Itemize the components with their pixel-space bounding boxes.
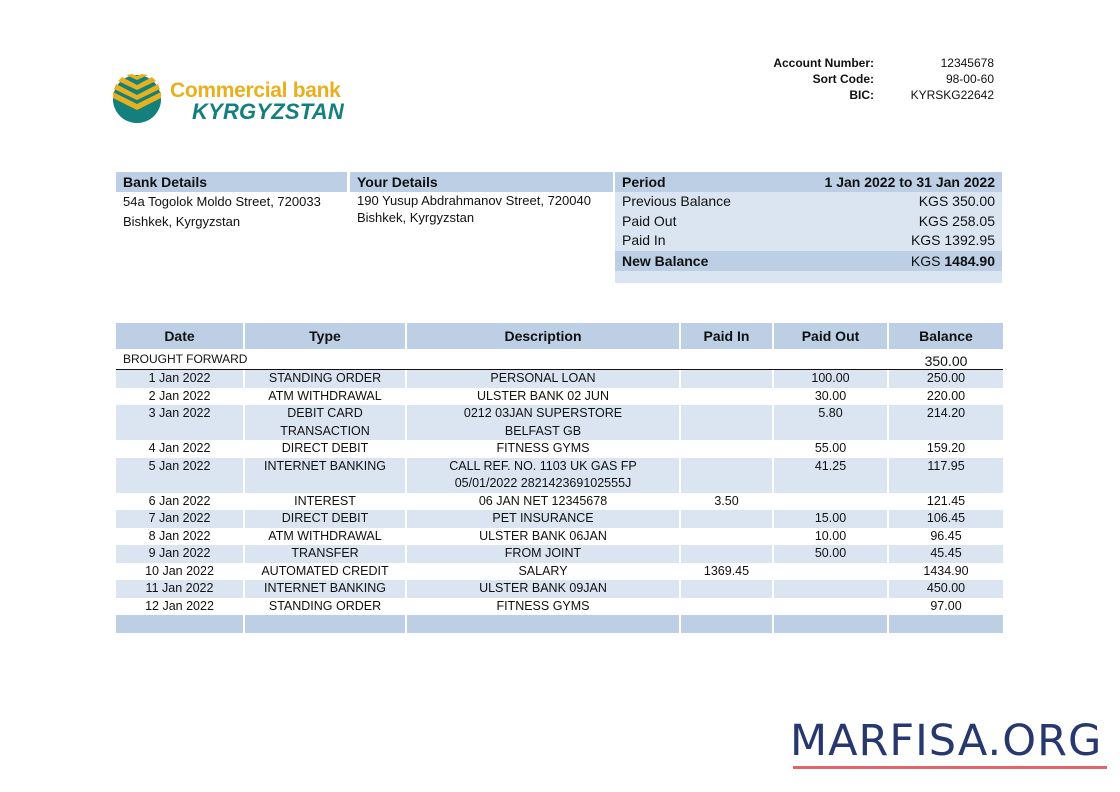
cell-date xyxy=(116,563,245,581)
cell-type-text-line2: TRANSACTION xyxy=(280,423,370,438)
transactions-table xyxy=(116,323,1003,633)
cell-type-text: STANDING ORDER xyxy=(268,371,382,385)
period-label: Period xyxy=(622,174,666,190)
header-date: Date xyxy=(116,323,245,349)
cell-description xyxy=(407,528,681,546)
cell-date-text: 6 Jan 2022 xyxy=(148,493,211,508)
logo-text-commercial-bank: Commercial bank xyxy=(170,79,341,102)
cell-date-text: 4 Jan 2022 xyxy=(148,441,211,455)
cell-balance-text: 1434.90 xyxy=(923,563,969,578)
cell-type xyxy=(245,440,407,458)
cell-description xyxy=(407,370,681,388)
cell-balance-text: 45.45 xyxy=(930,546,962,560)
cell-paid-in xyxy=(681,370,774,388)
sort-code-row xyxy=(700,72,1000,88)
bic-value: KYRSKG22642 xyxy=(910,88,994,102)
cell-type-text: INTERNET BANKING xyxy=(263,458,386,473)
cell-description-text-line2: 05/01/2022 282142369102555J xyxy=(454,476,632,490)
cell-date-text: 9 Jan 2022 xyxy=(148,546,211,560)
table-footer xyxy=(116,615,1003,633)
table-row xyxy=(116,405,1003,440)
new-balance-row xyxy=(615,251,1002,271)
header-type: Type xyxy=(245,323,407,349)
cell-date-text: 1 Jan 2022 xyxy=(148,371,211,385)
previous-balance-value: KGS 350.00 xyxy=(918,193,995,209)
cell-type xyxy=(245,598,407,616)
cell-type xyxy=(245,545,407,563)
paid-in-label: Paid In xyxy=(622,232,666,248)
cell-description-text: PET INSURANCE xyxy=(492,511,594,525)
cell-balance-text: 97.00 xyxy=(930,598,962,613)
header-balance: Balance xyxy=(919,328,973,344)
cell-paid-out-text: 41.25 xyxy=(814,458,847,473)
footer-cell xyxy=(116,615,245,633)
bank-logo-mark-icon xyxy=(112,74,162,124)
cell-paid-out xyxy=(774,388,889,406)
cell-description xyxy=(407,458,681,493)
cell-type-text: ATM WITHDRAWAL xyxy=(268,528,382,543)
new-balance-label: New Balance xyxy=(622,252,709,269)
cell-type-text: INTERNET BANKING xyxy=(263,581,386,595)
cell-date xyxy=(116,405,245,440)
brought-forward-row xyxy=(116,349,1003,370)
bank-details xyxy=(116,172,347,232)
cell-balance-text: 96.45 xyxy=(930,528,962,543)
paid-out-label: Paid Out xyxy=(622,212,677,229)
cell-balance xyxy=(889,388,1003,406)
cell-paid-out-text: 55.00 xyxy=(814,441,847,455)
cell-date-text: 5 Jan 2022 xyxy=(148,458,211,473)
cell-balance xyxy=(889,440,1003,458)
bic-label: BIC: xyxy=(849,88,874,102)
cell-description xyxy=(407,493,681,511)
sort-code-value: 98-00-60 xyxy=(945,72,994,86)
your-address-line1: 190 Yusup Abdrahmanov Street, 720040 xyxy=(357,193,591,208)
cell-type-text: DEBIT CARD xyxy=(287,406,363,420)
cell-balance-text: 450.00 xyxy=(926,581,966,595)
cell-date xyxy=(116,493,245,511)
cell-paid-out-text: 100.00 xyxy=(811,371,850,385)
cell-type xyxy=(245,580,407,598)
cell-paid-out-text: 5.80 xyxy=(818,406,843,420)
paid-out-value: KGS 258.05 xyxy=(918,212,995,229)
cell-paid-in-text: 3.50 xyxy=(714,493,739,508)
cell-type xyxy=(245,493,407,511)
cell-type-text: ATM WITHDRAWAL xyxy=(268,388,382,403)
period-range: 1 Jan 2022 to 31 Jan 2022 xyxy=(824,174,995,190)
cell-balance-text: 106.45 xyxy=(926,511,966,525)
brought-forward-value: 350.00 xyxy=(924,353,968,369)
table-row xyxy=(116,370,1003,388)
cell-type-text: DIRECT DEBIT xyxy=(281,511,369,525)
cell-balance xyxy=(889,545,1003,563)
cell-description xyxy=(407,510,681,528)
cell-description xyxy=(407,405,681,440)
cell-type xyxy=(245,388,407,406)
cell-date-text: 3 Jan 2022 xyxy=(148,406,211,420)
cell-date xyxy=(116,458,245,493)
new-balance-value: 1484.90 xyxy=(944,252,995,269)
cell-paid-out xyxy=(774,370,889,388)
cell-description xyxy=(407,563,681,581)
cell-paid-out xyxy=(774,580,889,598)
table-body xyxy=(116,370,1003,615)
cell-balance xyxy=(889,405,1003,440)
your-details xyxy=(350,172,613,226)
cell-paid-in-text: 1369.45 xyxy=(703,563,750,578)
cell-paid-in xyxy=(681,405,774,440)
cell-balance-text: 250.00 xyxy=(926,371,966,385)
bank-logo xyxy=(112,74,352,128)
bank-address-line1: 54a Togolok Moldo Street, 720033 xyxy=(123,194,321,209)
table-row xyxy=(116,440,1003,458)
cell-balance-text: 159.20 xyxy=(926,441,966,455)
cell-type-text: STANDING ORDER xyxy=(268,598,382,613)
cell-type-text: INTEREST xyxy=(294,493,356,508)
cell-type-text: DIRECT DEBIT xyxy=(281,441,369,455)
header-paid-out: Paid Out xyxy=(774,323,889,349)
cell-description-text: ULSTER BANK 06JAN xyxy=(479,528,607,543)
account-number-row xyxy=(700,56,1000,72)
cell-description xyxy=(407,440,681,458)
cell-balance-text: 220.00 xyxy=(926,388,966,403)
paid-in-value: KGS 1392.95 xyxy=(910,232,995,248)
cell-paid-in xyxy=(681,598,774,616)
footer-cell xyxy=(681,615,774,633)
table-row xyxy=(116,545,1003,563)
header-description: Description xyxy=(407,323,681,349)
cell-description-text: ULSTER BANK 02 JUN xyxy=(477,388,609,403)
new-balance-currency: KGS xyxy=(910,252,945,269)
cell-paid-in xyxy=(681,440,774,458)
bank-details-header: Bank Details xyxy=(116,172,347,192)
cell-date xyxy=(116,545,245,563)
paid-in-row xyxy=(615,231,1002,251)
logo-text-kyrgyzstan: KYRGYZSTAN xyxy=(192,99,344,124)
cell-paid-in xyxy=(681,388,774,406)
brought-forward-label: BROUGHT FORWARD xyxy=(123,352,248,366)
paid-out-row xyxy=(615,212,1002,232)
table-row xyxy=(116,510,1003,528)
cell-date xyxy=(116,510,245,528)
cell-paid-in xyxy=(681,510,774,528)
cell-description-text: ULSTER BANK 09JAN xyxy=(479,581,607,595)
cell-date xyxy=(116,370,245,388)
sort-code-label: Sort Code: xyxy=(812,72,874,86)
cell-paid-out xyxy=(774,563,889,581)
cell-paid-in xyxy=(681,458,774,493)
cell-balance xyxy=(889,598,1003,616)
header-paid-in: Paid In xyxy=(681,323,774,349)
your-details-header: Your Details xyxy=(350,172,613,192)
cell-description xyxy=(407,598,681,616)
cell-paid-in xyxy=(681,528,774,546)
table-row xyxy=(116,458,1003,493)
footer-cell xyxy=(774,615,889,633)
cell-description xyxy=(407,388,681,406)
cell-date-text: 12 Jan 2022 xyxy=(145,598,214,613)
cell-balance xyxy=(889,493,1003,511)
account-info xyxy=(700,56,1000,104)
cell-type xyxy=(245,510,407,528)
previous-balance-row xyxy=(615,192,1002,212)
table-row xyxy=(116,493,1003,511)
watermark-underline xyxy=(793,766,1107,769)
cell-type-text: TRANSFER xyxy=(291,546,359,560)
cell-balance xyxy=(889,510,1003,528)
cell-paid-out-text: 30.00 xyxy=(814,388,847,403)
cell-type xyxy=(245,528,407,546)
cell-paid-in xyxy=(681,493,774,511)
cell-balance-text: 214.20 xyxy=(926,406,966,420)
footer-cell xyxy=(245,615,407,633)
table-row xyxy=(116,563,1003,581)
cell-description-text: FITNESS GYMS xyxy=(496,598,590,613)
cell-description-text: SALARY xyxy=(518,563,568,578)
your-address-line2: Bishkek, Kyrgyzstan xyxy=(357,210,475,225)
footer-cell xyxy=(889,615,1003,633)
table-header xyxy=(116,323,1003,349)
table-row xyxy=(116,580,1003,598)
cell-paid-out xyxy=(774,440,889,458)
cell-date xyxy=(116,440,245,458)
table-row xyxy=(116,528,1003,546)
cell-description xyxy=(407,580,681,598)
cell-description-text-line2: BELFAST GB xyxy=(504,423,582,438)
cell-paid-out-text: 10.00 xyxy=(814,528,847,543)
cell-balance xyxy=(889,528,1003,546)
cell-description-text: FROM JOINT xyxy=(504,546,582,560)
cell-date xyxy=(116,580,245,598)
account-number-label: Account Number: xyxy=(773,56,874,70)
cell-date-text: 10 Jan 2022 xyxy=(145,563,214,578)
cell-description-text: FITNESS GYMS xyxy=(496,441,590,455)
cell-description-text: 06 JAN NET 12345678 xyxy=(478,493,608,508)
cell-type xyxy=(245,563,407,581)
cell-date-text: 7 Jan 2022 xyxy=(148,511,211,525)
cell-paid-out xyxy=(774,598,889,616)
footer-cell xyxy=(407,615,681,633)
cell-paid-out xyxy=(774,510,889,528)
cell-balance-text: 117.95 xyxy=(927,458,965,473)
cell-balance xyxy=(889,370,1003,388)
cell-type xyxy=(245,405,407,440)
cell-description-text: PERSONAL LOAN xyxy=(490,371,596,385)
cell-date-text: 2 Jan 2022 xyxy=(148,388,211,403)
cell-paid-out xyxy=(774,405,889,440)
table-row xyxy=(116,598,1003,616)
cell-paid-out xyxy=(774,545,889,563)
cell-paid-in xyxy=(681,563,774,581)
cell-balance-text: 121.45 xyxy=(926,493,966,508)
cell-date-text: 8 Jan 2022 xyxy=(148,528,211,543)
cell-paid-out-text: 15.00 xyxy=(814,511,847,525)
cell-type xyxy=(245,458,407,493)
bic-row xyxy=(700,88,1000,104)
cell-paid-out xyxy=(774,528,889,546)
cell-paid-out xyxy=(774,493,889,511)
cell-paid-in xyxy=(681,545,774,563)
bank-address-line2: Bishkek, Kyrgyzstan xyxy=(123,214,241,229)
cell-description-text: CALL REF. NO. 1103 UK GAS FP xyxy=(449,458,637,473)
new-balance-value-wrap xyxy=(911,251,995,271)
cell-type xyxy=(245,370,407,388)
cell-description xyxy=(407,545,681,563)
cell-date xyxy=(116,388,245,406)
period-header xyxy=(615,172,1002,192)
watermark: MARFISA.ORG xyxy=(790,716,1103,766)
cell-paid-out xyxy=(774,458,889,493)
cell-date xyxy=(116,528,245,546)
account-number-value: 12345678 xyxy=(940,56,994,70)
cell-paid-out-text: 50.00 xyxy=(814,546,847,560)
cell-balance xyxy=(889,580,1003,598)
period-summary xyxy=(615,172,1002,283)
cell-date xyxy=(116,598,245,616)
cell-date-text: 11 Jan 2022 xyxy=(145,581,214,595)
cell-balance xyxy=(889,563,1003,581)
previous-balance-label: Previous Balance xyxy=(622,193,731,209)
cell-type-text: AUTOMATED CREDIT xyxy=(261,563,389,578)
cell-balance xyxy=(889,458,1003,493)
table-row xyxy=(116,388,1003,406)
cell-paid-in xyxy=(681,580,774,598)
cell-description-text: 0212 03JAN SUPERSTORE xyxy=(463,406,623,420)
